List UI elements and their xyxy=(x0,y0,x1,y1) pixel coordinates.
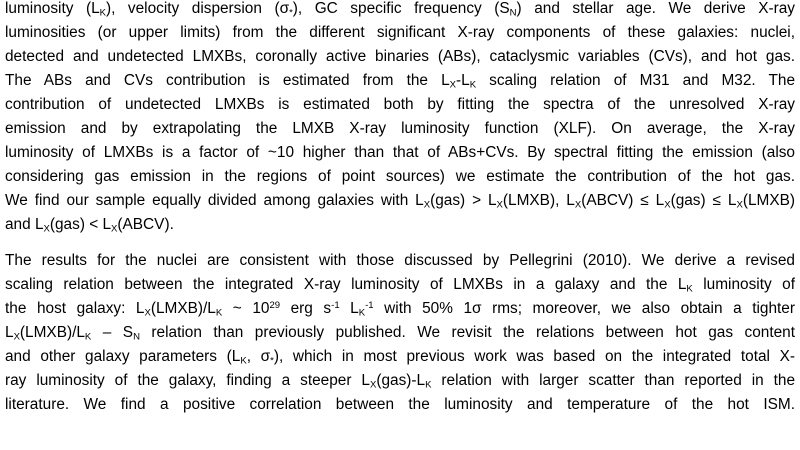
text-run: luminosity (L xyxy=(5,0,100,17)
text-line xyxy=(5,69,795,93)
text-line xyxy=(5,165,795,189)
subscript: X xyxy=(736,199,743,211)
subscript: K xyxy=(240,355,247,367)
text-run: luminosity of LMXBs is a factor of ~10 higher than that of ABs+CVs. By spectral fitting the emission (also xyxy=(5,144,795,161)
paragraph xyxy=(5,0,795,237)
text-run: ), velocity dispersion (σ xyxy=(106,0,290,17)
subscript: K xyxy=(686,283,693,295)
text-run: (LMXB), L xyxy=(502,192,575,209)
superscript: -1 xyxy=(365,299,374,311)
text-run: and other galaxy parameters (L xyxy=(5,348,241,365)
text-run: with 50% 1σ rms; moreover, we also obtain a tighter xyxy=(373,300,795,317)
subscript: X xyxy=(369,379,377,391)
text-line xyxy=(5,0,795,21)
text-run: erg s xyxy=(280,300,332,317)
text-run: (ABCV) ≤ L xyxy=(581,192,665,209)
text-run: detected and undetected LMXBs, coronally active binaries (ABs), cataclysmic variables (CVs), and hot gas. xyxy=(5,48,795,65)
text-run: contribution of undetected LMXBs is estimated both by fitting the spectra of the unresolved X-ray xyxy=(5,96,795,113)
text-line xyxy=(5,45,795,69)
paragraph-gap xyxy=(5,237,795,249)
subscript: K xyxy=(358,307,366,319)
subscript: X xyxy=(43,223,50,235)
text-run: (gas)-L xyxy=(376,372,426,389)
text-run: -L xyxy=(456,72,470,89)
text-run: L xyxy=(339,300,359,317)
text-run: (LMXB)/L xyxy=(19,324,85,341)
text-run: relation than previously published. We revisit the relations between hot gas content xyxy=(139,324,795,341)
subscript: X xyxy=(13,331,20,343)
text-line xyxy=(5,345,795,369)
text-line xyxy=(5,93,795,117)
subscript: N xyxy=(133,331,140,343)
text-run: The ABs and CVs contribution is estimated from the L xyxy=(5,72,450,89)
text-run: We find our sample equally divided among galaxies with L xyxy=(5,192,424,209)
text-line xyxy=(5,249,795,273)
subscript: K xyxy=(215,307,223,319)
text-run: luminosity of xyxy=(692,276,795,293)
text-run: scaling relation of M31 and M32. The xyxy=(476,72,795,89)
text-run: and L xyxy=(5,216,44,233)
paragraph xyxy=(5,249,795,417)
subscript: X xyxy=(496,199,503,211)
superscript: -1 xyxy=(331,299,340,311)
subscript: X xyxy=(574,199,582,211)
subscript: K xyxy=(99,7,106,19)
subscript: K xyxy=(469,79,477,91)
text-run: literature. We find a positive correlation between the luminosity and temperature of the hot ISM. xyxy=(5,396,795,413)
subscript: X xyxy=(423,199,431,211)
subscript: K xyxy=(84,331,92,343)
text-line xyxy=(5,117,795,141)
text-run: ) and stellar age. We derive X-ray xyxy=(516,0,795,17)
text-run: – S xyxy=(91,324,134,341)
subscript: X xyxy=(144,307,151,319)
text-run: scaling relation between the integrated X-ray luminosity of LMXBs in a galaxy and the L xyxy=(5,276,687,293)
text-run: luminosities (or upper limits) from the different significant X-ray components of these galaxies: nuclei, xyxy=(5,24,795,41)
text-run: (LMXB)/L xyxy=(150,300,216,317)
text-line xyxy=(5,213,795,237)
text-run: emission and by extrapolating the LMXB X-ray luminosity function (XLF). On average, the X-ray xyxy=(5,120,795,137)
text-run: (gas) ≤ L xyxy=(670,192,737,209)
text-run: (gas) > L xyxy=(430,192,497,209)
text-run: considering gas emission in the regions of point sources) we estimate the contribution of the hot gas. xyxy=(5,168,795,185)
text-line xyxy=(5,297,795,321)
text-run: L xyxy=(5,324,14,341)
text-run: (ABCV). xyxy=(117,216,174,233)
text-run: (LMXB) xyxy=(742,192,795,209)
text-line xyxy=(5,393,795,417)
text-run: ), which in most previous work was based on the integrated total X- xyxy=(273,348,795,365)
text-run: , σ xyxy=(246,348,271,365)
text-run: the host galaxy: L xyxy=(5,300,145,317)
subscript: * xyxy=(289,7,293,19)
text-line xyxy=(5,189,795,213)
subscript: * xyxy=(270,355,274,367)
subscript: N xyxy=(509,7,517,19)
subscript: K xyxy=(425,379,432,391)
text-line xyxy=(5,141,795,165)
superscript: 29 xyxy=(269,299,281,311)
text-line xyxy=(5,21,795,45)
subscript: X xyxy=(111,223,118,235)
text-run: The results for the nuclei are consistent with those discussed by Pellegrini (2010). We derive a revised xyxy=(5,252,795,269)
subscript: X xyxy=(449,79,456,91)
text-run: ), GC specific frequency (S xyxy=(292,0,510,17)
document-body xyxy=(5,0,795,417)
text-run: ~ 10 xyxy=(222,300,270,317)
text-line xyxy=(5,273,795,297)
text-run: (gas) < L xyxy=(49,216,112,233)
text-line xyxy=(5,369,795,393)
text-run: ray luminosity of the galaxy, finding a steeper L xyxy=(5,372,370,389)
subscript: X xyxy=(664,199,671,211)
text-run: relation with larger scatter than reported in the xyxy=(431,372,796,389)
text-line xyxy=(5,321,795,345)
